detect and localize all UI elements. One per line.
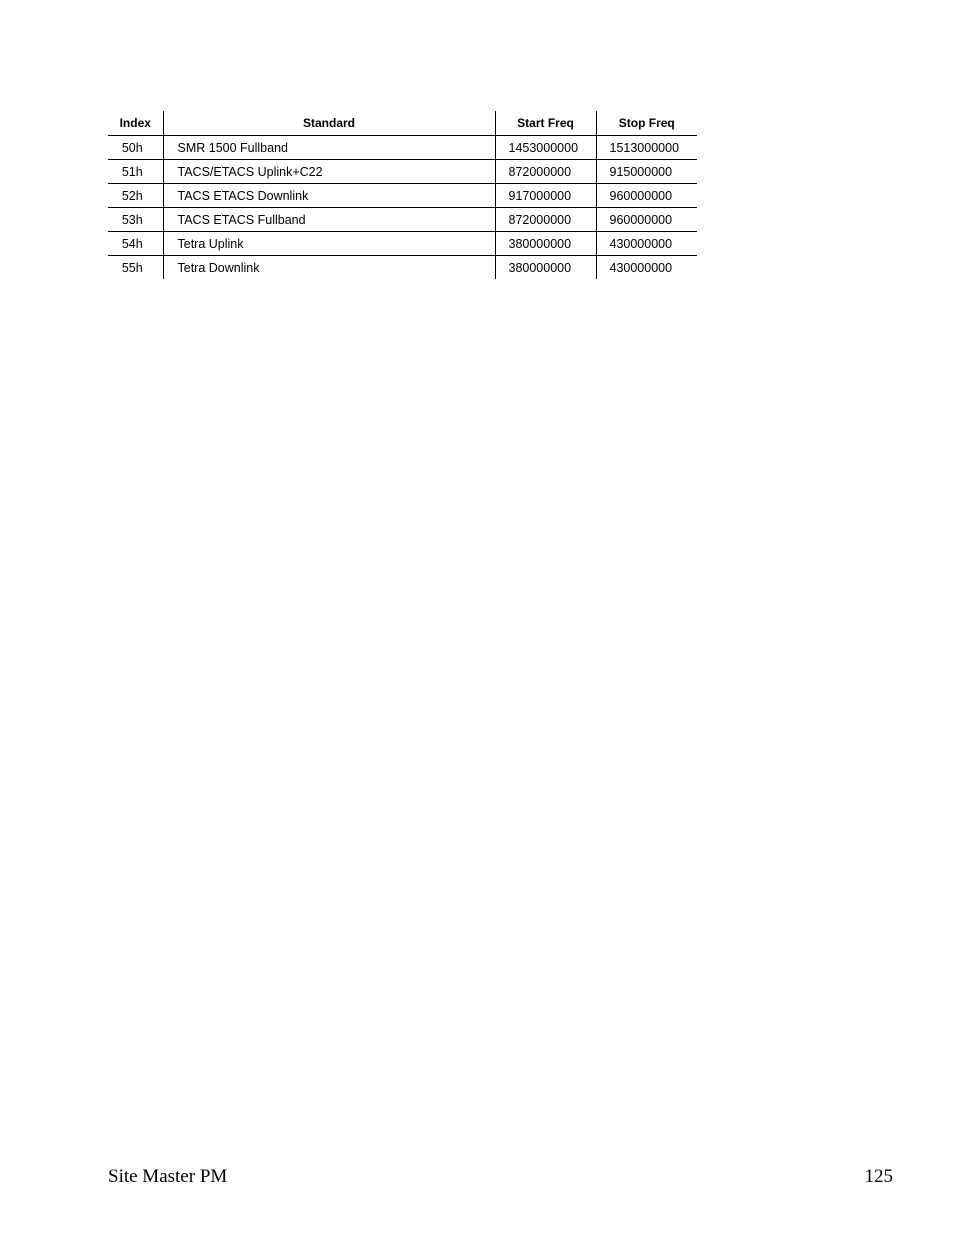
table-row [108,184,697,208]
cell-index: 54h [108,232,163,256]
table-row [108,256,697,280]
table-row [108,232,697,256]
cell-stop-freq: 960000000 [596,208,697,232]
header-index: Index [108,111,163,136]
cell-index: 53h [108,208,163,232]
cell-standard: Tetra Uplink [163,232,495,256]
table-header-row [108,111,697,136]
cell-stop-freq: 430000000 [596,232,697,256]
cell-start-freq: 380000000 [495,256,596,280]
cell-start-freq: 917000000 [495,184,596,208]
cell-start-freq: 1453000000 [495,136,596,160]
cell-stop-freq: 915000000 [596,160,697,184]
cell-stop-freq: 430000000 [609,260,673,275]
header-start-freq: Start Freq [495,111,596,136]
cell-index: 50h [108,136,163,160]
cell-stop-freq: 1513000000 [596,136,697,160]
frequency-standards-table [108,111,697,279]
footer-document-title: Site Master PM [108,1166,228,1187]
header-stop-freq: Stop Freq [596,111,697,136]
cell-start-freq: 380000000 [495,232,596,256]
cell-standard: TACS ETACS Fullband [163,208,495,232]
cell-start-freq: 872000000 [495,208,596,232]
cell-standard: TACS/ETACS Uplink+C22 [163,160,495,184]
table-row [108,160,697,184]
cell-standard: Tetra Downlink [163,256,495,280]
header-standard: Standard [163,111,495,136]
table-row [108,136,697,160]
cell-index: 52h [108,184,163,208]
cell-standard: TACS ETACS Downlink [163,184,495,208]
table-row [108,208,697,232]
cell-index: 55h [108,256,163,280]
cell-index: 51h [108,160,163,184]
cell-start-freq: 872000000 [495,160,596,184]
footer-page-number: 125 [864,1166,893,1187]
cell-stop-freq: 960000000 [596,184,697,208]
cell-standard: SMR 1500 Fullband [163,136,495,160]
